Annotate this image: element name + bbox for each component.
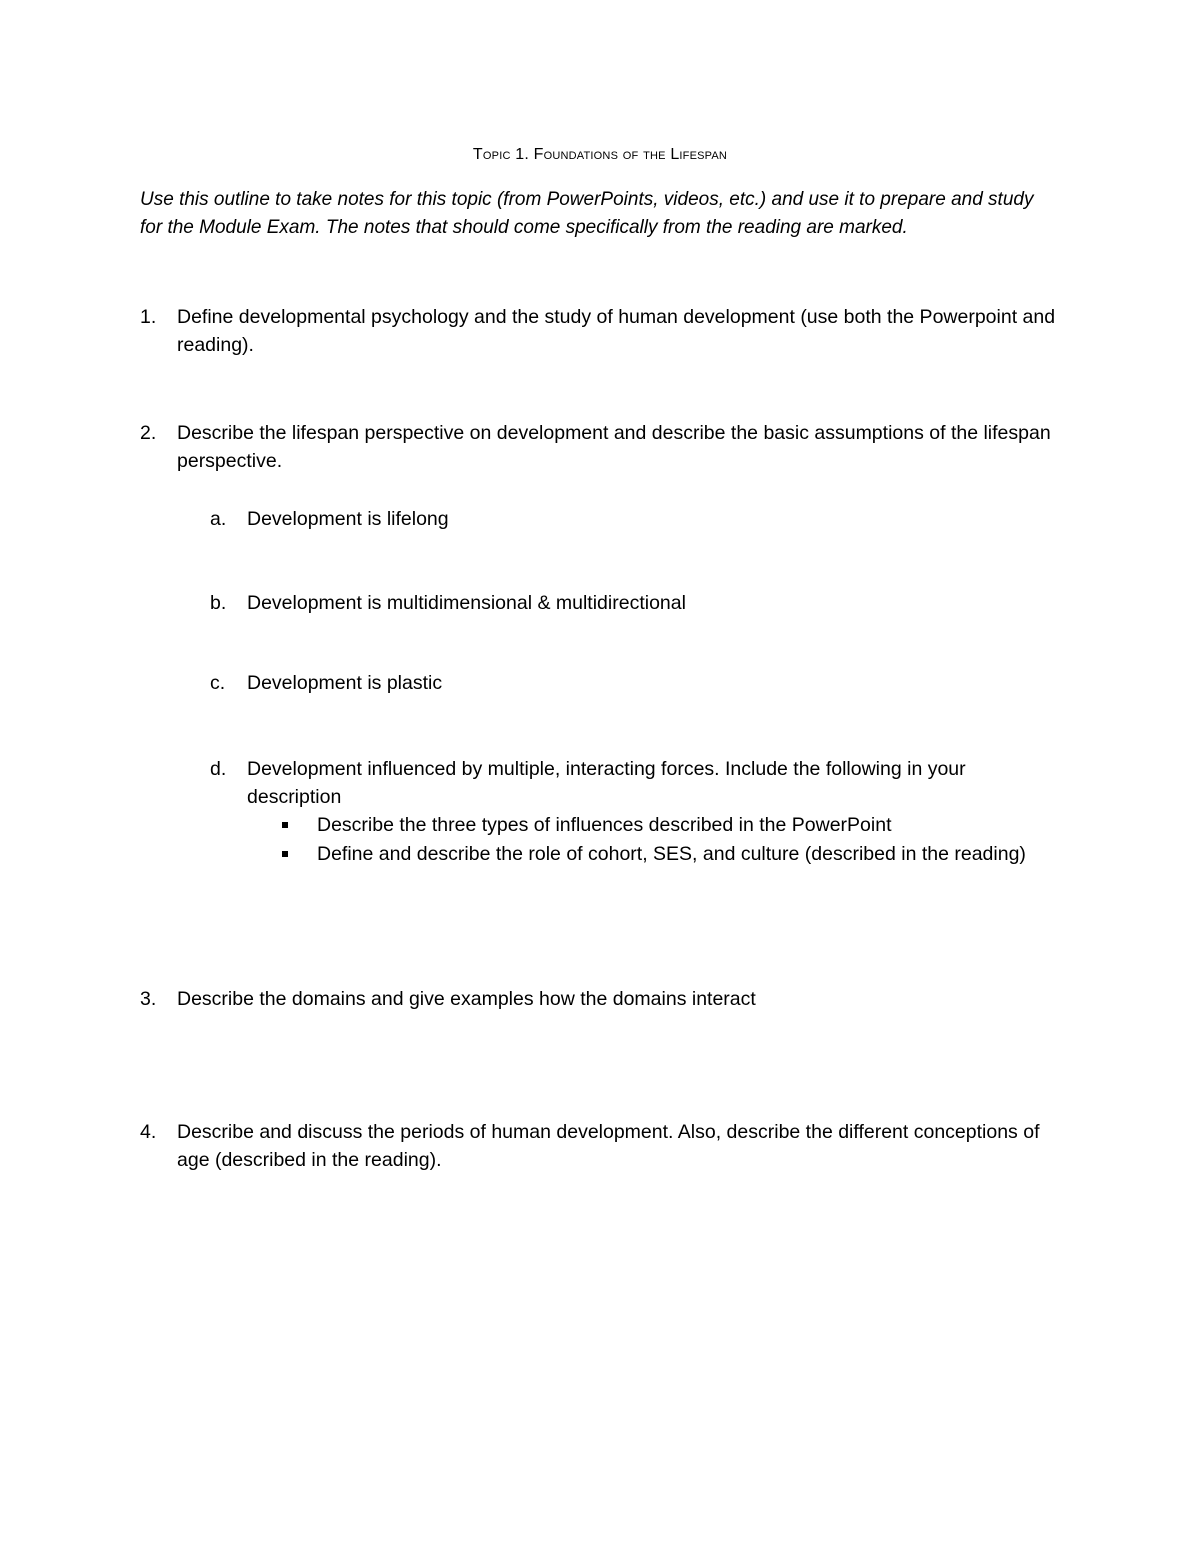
list-item-3	[140, 985, 1060, 1013]
list-item-2	[140, 419, 1060, 475]
item-number: 2.	[140, 422, 157, 444]
item-text: Define developmental psychology and the study of human development (use both the Powerpoint and reading).	[177, 306, 1056, 356]
sub-item-letter: d.	[210, 758, 227, 780]
sub-item-d	[210, 755, 1050, 811]
sub-item-a	[210, 505, 1050, 533]
square-bullet-icon	[282, 851, 288, 857]
square-bullet-icon	[282, 822, 288, 828]
sub-item-letter: b.	[210, 592, 227, 614]
item-text: Describe the domains and give examples how the domains interact	[177, 988, 756, 1010]
sub-item-letter: a.	[210, 508, 227, 530]
page-title: Topic 1. Foundations of the Lifespan	[472, 146, 728, 163]
bullet-text: Define and describe the role of cohort, SES, and culture (described in the reading)	[317, 843, 1026, 865]
sub-item-text: Development is multidimensional & multidirectional	[247, 592, 686, 614]
bullet-item-1	[282, 811, 1062, 839]
bullet-text: Describe the three types of influences described in the PowerPoint	[317, 814, 892, 836]
item-text: Describe the lifespan perspective on development and describe the basic assumptions of the lifespan perspective.	[177, 422, 1051, 472]
list-item-1	[140, 303, 1060, 359]
item-number: 3.	[140, 988, 157, 1010]
item-number: 1.	[140, 306, 157, 328]
sub-item-b	[210, 589, 1050, 617]
item-number: 4.	[140, 1121, 157, 1143]
list-item-4	[140, 1118, 1060, 1174]
sub-item-letter: c.	[210, 672, 226, 694]
sub-item-c	[210, 669, 1050, 697]
sub-item-text: Development influenced by multiple, interacting forces. Include the following in your description	[247, 758, 966, 808]
item-text: Describe and discuss the periods of human development. Also, describe the different conceptions of age (described in the reading).	[177, 1121, 1040, 1171]
intro-paragraph: Use this outline to take notes for this topic (from PowerPoints, videos, etc.) and use it to prepare and study for the Module Exam. The notes that should come specifically from the reading are marked.	[140, 189, 1034, 238]
sub-item-text: Development is lifelong	[247, 508, 449, 530]
bullet-item-2	[282, 840, 1062, 868]
sub-item-text: Development is plastic	[247, 672, 443, 694]
